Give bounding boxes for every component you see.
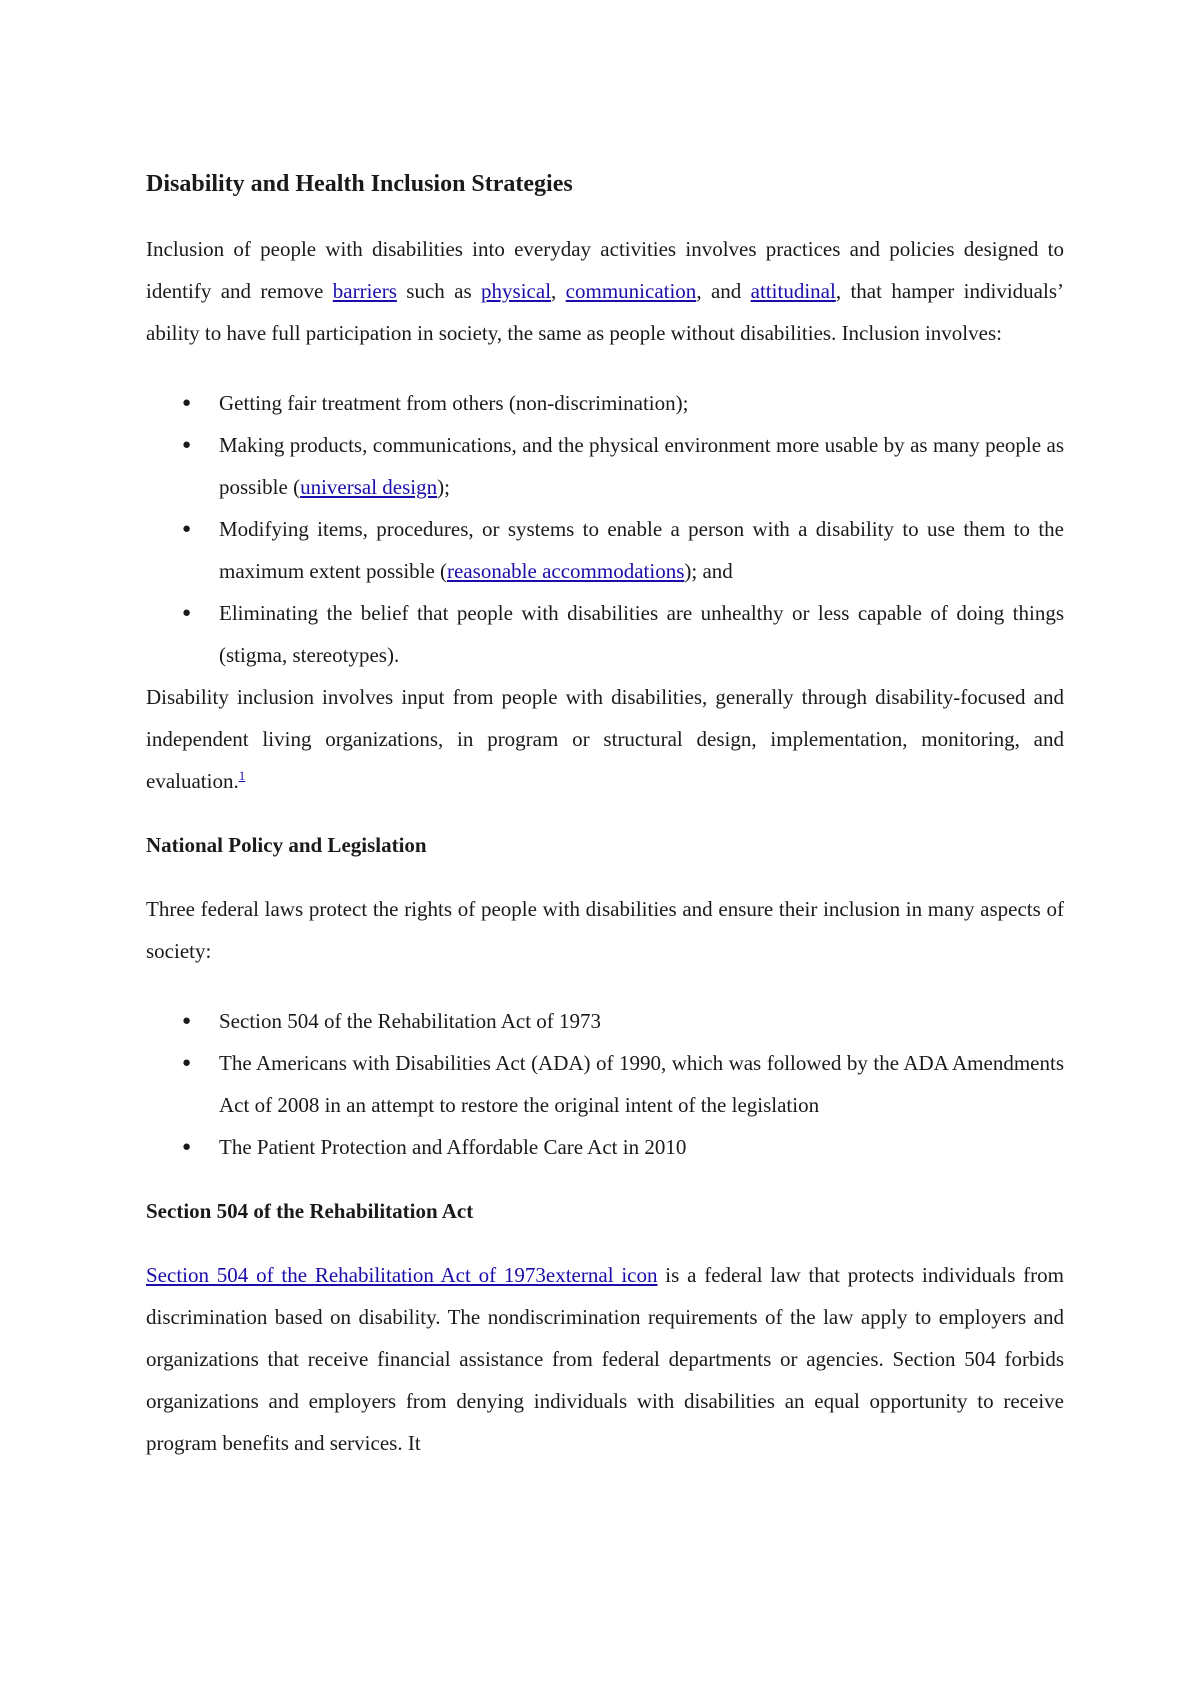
list-item-text: Eliminating the belief that people with disabilities are unhealthy or less capable of doing things (stigma, stereotypes).: [219, 601, 1064, 667]
footnote-link[interactable]: 1: [238, 768, 246, 783]
list-item-text: ); and: [684, 559, 733, 583]
link-section-504[interactable]: Section 504 of the Rehabilitation Act of 1973external icon: [146, 1263, 658, 1287]
policy-heading: National Policy and Legislation: [146, 833, 427, 857]
list-item: [146, 508, 1064, 592]
intro-paragraph: [146, 228, 1064, 354]
list-item-text: Getting fair treatment from others (non-discrimination);: [219, 391, 689, 415]
bullet-icon: ●: [182, 605, 192, 621]
section504-heading: Section 504 of the Rehabilitation Act: [146, 1199, 474, 1223]
bullet-icon: ●: [182, 395, 192, 411]
list-item-text: The Patient Protection and Affordable Care Act in 2010: [219, 1135, 687, 1159]
list-item-text: The Americans with Disabilities Act (ADA) of 1990, which was followed by the ADA Amendments Act of 2008 in an attempt to restore the original intent of the legislation: [219, 1051, 1064, 1117]
link-physical[interactable]: physical: [481, 279, 552, 303]
list-item-text: Section 504 of the Rehabilitation Act of 1973: [219, 1009, 602, 1033]
laws-list: [146, 1000, 1064, 1168]
bullet-icon: ●: [182, 1055, 192, 1071]
intro-text-3: , and: [696, 279, 751, 303]
list-item: [146, 592, 1064, 676]
inclusion-paragraph: [146, 676, 1064, 802]
document-page: [146, 160, 1064, 1464]
bullet-icon: ●: [182, 437, 192, 453]
link-barriers[interactable]: barriers: [332, 279, 397, 303]
link-reasonable-accommodations[interactable]: reasonable accommodations: [447, 559, 685, 583]
list-item-text: Modifying items, procedures, or systems to enable a person with a disability to use them to the maximum extent possible (: [219, 517, 1064, 583]
list-item: [146, 424, 1064, 508]
intro-text-4: , that hamper individuals’ ability to have full participation in society, the same as people without disabilities. Inclusion involves:: [146, 279, 1064, 345]
list-item: [146, 1000, 1064, 1042]
list-item-text: Making products, communications, and the physical environment more usable by as many people as possible (: [219, 433, 1064, 499]
section504-text: is a federal law that protects individuals from discrimination based on disability. The nondiscrimination requirements of the law apply to employers and organizations that receive financial assistance from federal departments or agencies. Section 504 forbids organizations and employers from denying individuals with disabilities an equal opportunity to receive program benefits and services. It: [146, 1263, 1064, 1455]
list-item: [146, 1126, 1064, 1168]
link-communication[interactable]: communication: [565, 279, 697, 303]
inclusion-paragraph-text: Disability inclusion involves input from people with disabilities, generally through disability-focused and independent living organizations, in program or structural design, implementation, monitoring, and evaluation.: [146, 685, 1064, 793]
bullet-icon: ●: [182, 1013, 192, 1029]
list-item-text: );: [437, 475, 450, 499]
list-item: [146, 1042, 1064, 1126]
bullet-icon: ●: [182, 1139, 192, 1155]
page-title: Disability and Health Inclusion Strategies: [146, 171, 573, 197]
intro-text-2: such as: [396, 279, 482, 303]
section504-paragraph: [146, 1254, 1064, 1464]
bullet-icon: ●: [182, 521, 192, 537]
link-attitudinal[interactable]: attitudinal: [750, 279, 836, 303]
intro-text-1: Inclusion of people with disabilities into everyday activities involves practices and policies designed to identify and remove: [146, 237, 1064, 303]
policy-intro: Three federal laws protect the rights of people with disabilities and ensure their inclusion in many aspects of society:: [146, 897, 1064, 963]
intro-separator: ,: [551, 279, 566, 303]
link-universal-design[interactable]: universal design: [300, 475, 438, 499]
inclusion-list: [146, 382, 1064, 676]
list-item: [146, 382, 1064, 424]
